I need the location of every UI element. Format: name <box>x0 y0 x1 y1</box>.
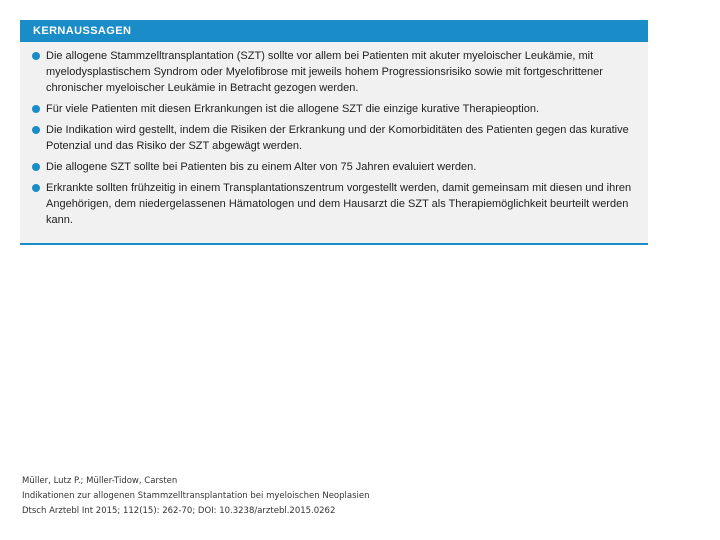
key-messages-list <box>20 42 648 228</box>
bullet-dot-icon <box>32 184 40 192</box>
key-messages-title: KERNAUSSAGEN <box>20 20 648 42</box>
key-message-item <box>32 122 638 154</box>
bullet-dot-icon <box>32 105 40 113</box>
key-message-text: Die allogene Stammzelltransplantation (SZT) sollte vor allem bei Patienten mit akuter myeloischer Leukämie, mit myelodysplastischem Syndrom oder Myelofibrose mit jeweils hohem Progressionsrisiko sowie mit fortgeschrittener chronischer myeloischer Leukämie in Betracht gezogen werden. <box>46 50 603 94</box>
citation-block <box>22 474 370 519</box>
key-messages-box <box>20 20 648 245</box>
key-message-text: Die Indikation wird gestellt, indem die Risiken der Erkrankung und der Komorbiditäten des Patienten gegen das kurative Potenzial und das Risiko der SZT abgewägt werden. <box>46 124 629 152</box>
bullet-dot-icon <box>32 163 40 171</box>
key-message-item <box>32 48 638 96</box>
key-message-text: Erkrankte sollten frühzeitig in einem Transplantationszentrum vorgestellt werden, damit gemeinsam mit diesen und ihren Angehörigen, dem niedergelassenen Hämatologen und dem Hausarzt die SZT als Therapiemöglichkeit beurteilt werden kann. <box>46 182 632 226</box>
key-message-item <box>32 101 638 117</box>
citation-source: Dtsch Arztebl Int 2015; 112(15): 262-70; DOI: 10.3238/arztebl.2015.0262 <box>22 506 336 516</box>
bullet-dot-icon <box>32 52 40 60</box>
bullet-dot-icon <box>32 126 40 134</box>
key-message-text: Die allogene SZT sollte bei Patienten bis zu einem Alter von 75 Jahren evaluiert werden. <box>46 161 477 173</box>
key-message-text: Für viele Patienten mit diesen Erkrankungen ist die allogene SZT die einzige kurative Therapieoption. <box>46 103 540 115</box>
citation-authors: Müller, Lutz P.; Müller-Tidow, Carsten <box>22 476 178 486</box>
key-message-item <box>32 159 638 175</box>
citation-title: Indikationen zur allogenen Stammzelltransplantation bei myeloischen Neoplasien <box>22 491 370 501</box>
key-message-item <box>32 180 638 228</box>
